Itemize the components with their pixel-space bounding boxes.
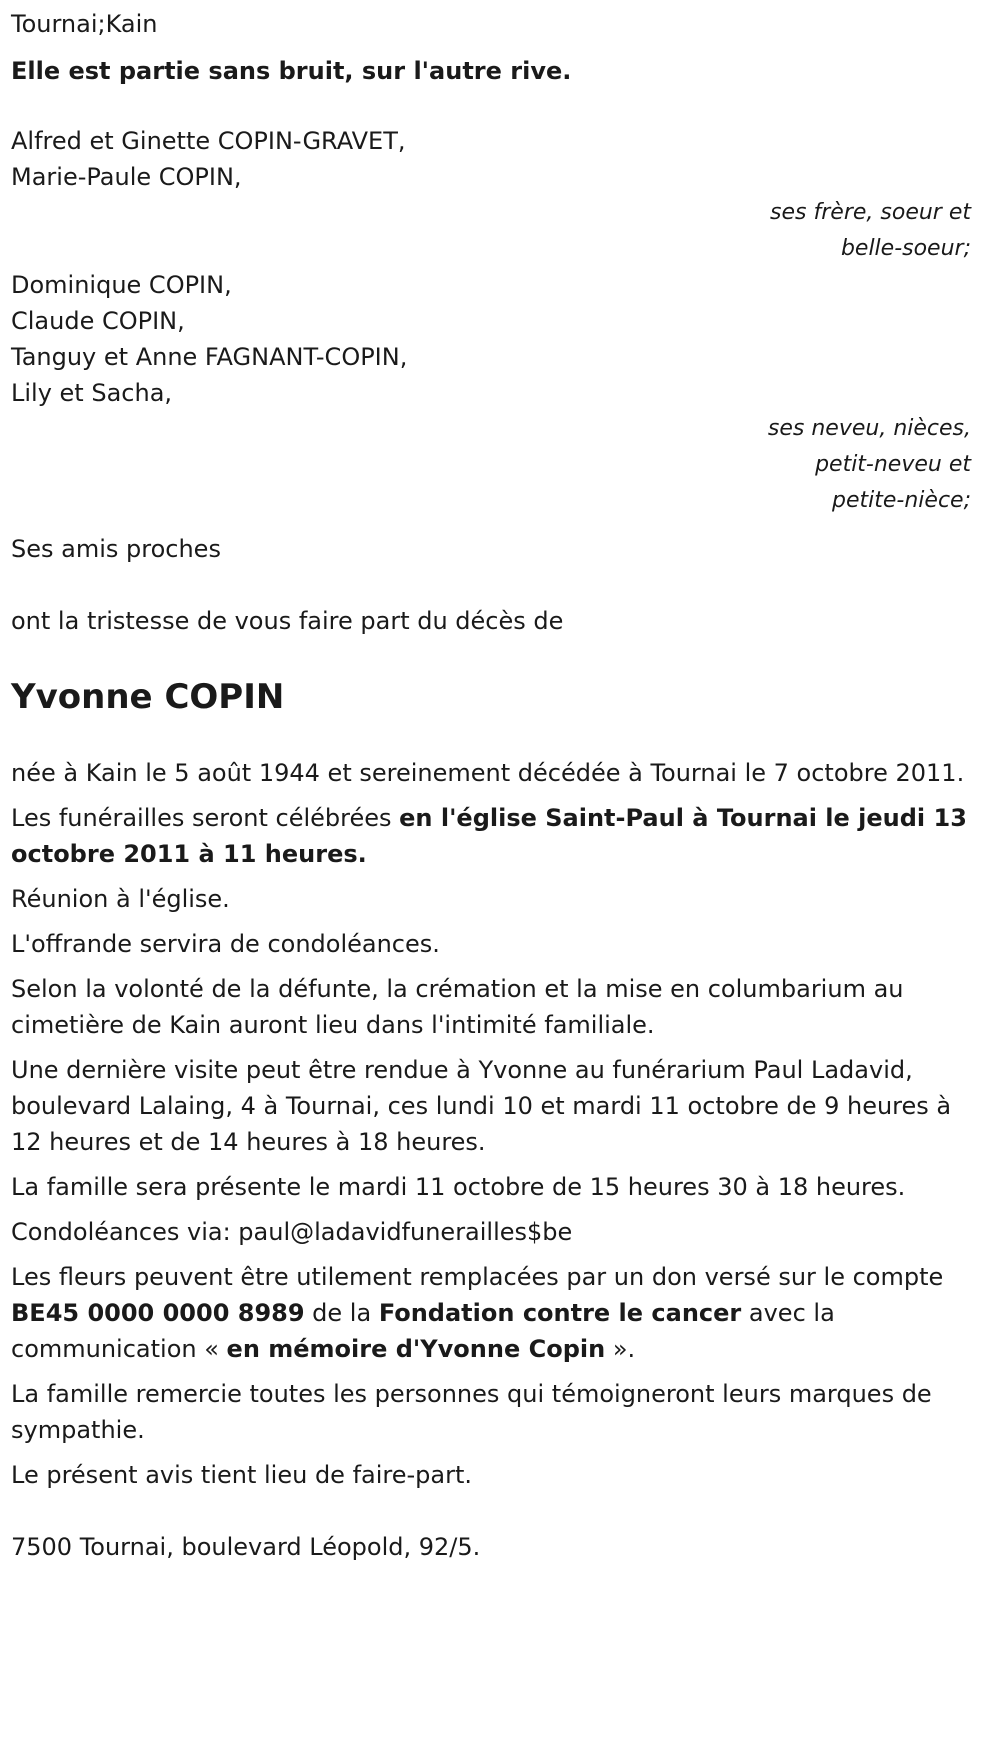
intro-line: ont la tristesse de vous faire part du décès de — [11, 607, 564, 635]
notice-text: Le présent avis tient lieu de faire-part. — [11, 1461, 473, 1489]
family-name-line: Lily et Sacha, — [11, 379, 173, 407]
offering-text: L'offrande servira de condoléances. — [11, 930, 440, 958]
family-name-line: Marie-Paule COPIN, — [11, 163, 242, 191]
family-name-line: Claude COPIN, — [11, 307, 185, 335]
relation-label: ses neveu, nièces, petit-neveu et petite-nièce; — [767, 416, 971, 513]
address-line: 7500 Tournai, boulevard Léopold, 92/5. — [11, 1533, 481, 1561]
birth-death-text: née à Kain le 5 août 1944 et sereinement décédée à Tournai le 7 octobre 2011. — [11, 759, 965, 787]
family-name-line: Alfred et Ginette COPIN-GRAVET, — [11, 127, 406, 155]
condolences-text: Condoléances via: paul@ladavidfunerailles$be — [11, 1218, 573, 1246]
family-present-text: La famille sera présente le mardi 11 octobre de 15 heures 30 à 18 heures. — [11, 1173, 906, 1201]
funeral-text: Les funérailles seront célébrées en l'église Saint-Paul à Tournai le jeudi 13 octobre 2011 à 11 heures. — [11, 804, 967, 868]
family-group-nephews — [11, 267, 1000, 519]
headline: Elle est partie sans bruit, sur l'autre rive. — [11, 57, 572, 85]
family-name-line: Tanguy et Anne FAGNANT-COPIN, — [11, 343, 408, 371]
visit-text: Une dernière visite peut être rendue à Yvonne au funérarium Paul Ladavid, boulevard Lalaing, 4 à Tournai, ces lundi 10 et mardi 11 octobre de 9 heures à 12 heures et de 14 heures à 18 heures. — [11, 1056, 952, 1156]
family-group-siblings — [11, 123, 1000, 267]
thanks-text: La famille remercie toutes les personnes qui témoigneront leurs marques de sympathie. — [11, 1380, 932, 1444]
location-line: Tournai;Kain — [11, 10, 158, 38]
obituary-notice — [0, 6, 1000, 1565]
cremation-text: Selon la volonté de la défunte, la crémation et la mise en columbarium au cimetière de Kain auront lieu dans l'intimité familiale. — [11, 975, 904, 1039]
deceased-name: Yvonne COPIN — [11, 677, 285, 717]
reunion-text: Réunion à l'église. — [11, 885, 230, 913]
family-name-line: Dominique COPIN, — [11, 271, 232, 299]
relation-label: ses frère, soeur et belle-soeur; — [770, 200, 971, 261]
friends-line: Ses amis proches — [11, 535, 221, 563]
details-block — [11, 755, 981, 1493]
flowers-text: Les fleurs peuvent être utilement remplacées par un don versé sur le compte BE45 0000 0000 8989 de la Fondation contre le cancer avec la communication « en mémoire d'Yvonne Copin ». — [11, 1263, 944, 1363]
